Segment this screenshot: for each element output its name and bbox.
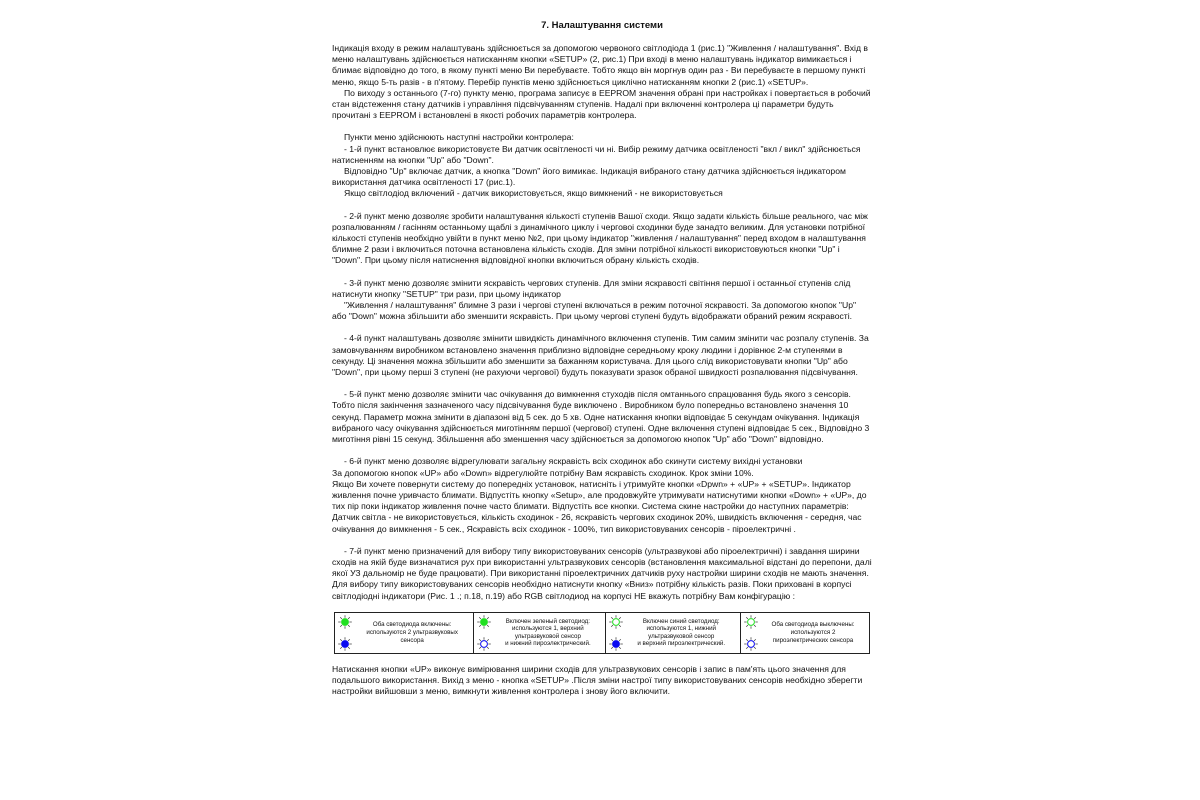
menu-item-5: - 5-й пункт меню дозволяє змінити час очікування до вимкнення стуходів після омтаннього спрацювання будь якого з сенсорів. Тобто після закінчення зазначеного часу підсвічування буде виключено . Виробником було попередньо встановлено значення 10 секунд. Параметр можна змінити в діапазоні від 5 сек. до 5 хв. Одне натискання кнопки відповідає 5 секундам очікування. Індикація вибраного часу очікування здійснюється миготінням першої (чергової) ступені. Одне включення ступені відповідає 5 сек., Відповідно 3 миготіння рівні 15 секунд. Збільшення або зменшення часу здійснюється за допомогою кнопок "Up" або "Down" відповідно.	[332, 389, 870, 445]
document-page	[332, 14, 872, 697]
led-table-description	[493, 618, 602, 648]
menu-item-3: - 3-й пункт меню дозволяє змінити яскравість чергових ступенів. Для зміни яскравості світіння першої і останньої ступенів слід натиснути кнопку "SETUP" три рази, при цьому індикатор	[332, 277, 851, 299]
blue-led-icon	[338, 637, 352, 651]
menu-item-6-brightness: За допомогою кнопок «UP» або «Down» відрегулюйте потрібну Вам яскравість сходинок. Крок зміни 10%.	[332, 467, 754, 478]
menu-item-1-detail: Відповідно "Up" включає датчик, а кнопка "Down" його вимикає. Індикація вибраного стану датчика здійснюється індикатором використання датчика освітленості 17 (рис.1).	[332, 166, 846, 188]
led-table-description	[760, 621, 866, 644]
led-table-cell	[606, 612, 741, 653]
menu-item-7: - 7-й пункт меню призначений для вибору типу використовуваних сенсорів (ультразвукові або піроелектричні) і завдання ширини сходів на якій буде визначатися рух при використанні ультразвукових сенсорів (встановлення максимальної відстані до перепони, далі якої УЗ дальномір не буде працювати). При використанні піроелектричних датчиків руху настройки ширини сходів не мають значення.	[332, 545, 872, 579]
led-description-line: используются 2	[790, 628, 836, 636]
led-description-line: используются 2 ультразвуковых	[366, 628, 458, 636]
led-table-cell	[474, 612, 606, 653]
menu-item-6-reset: Якщо Ви хочете повернути систему до попередніх установок, натисніть і утримуйте кнопки «Dpwn» + «UP» + «SETUP». Індикатор живлення почне уривчасто блимати. Відпустіть кнопку «Setup», але продовжуйте утримувати натиснутими кнопки «Down» + «UP», до тих пір поки індикатор живлення почне часто блимати. Відпустіть все кнопки. Система скине настройки до наступних параметрів: Датчик світла - не використовується, кількість сходинок - 26, яскравість чергових сходинок 20%, швидкість включення - середня, час очікування до вимкнення - 5 сек., Яскравість всіх сходинок - 100%, тип використовуваних сенсорів - піроелектричні .	[332, 478, 867, 534]
led-table-row	[335, 612, 870, 653]
section-title: 7. Налаштування системи	[541, 20, 663, 31]
intro-paragraph-2: По виходу з останнього (7-го) пункту меню, програма записує в EEPROM значення обрані при настройках і повертається в робочий стан відстеження стану датчиків і управління підсвічуванням ступенів. Надалі при включенні контролера ці параметри будуть прочитані з EEPROM і встановлені в якості робочих параметрів контролера.	[332, 87, 871, 121]
blue-led-icon	[609, 637, 623, 651]
led-description-line: используются 1, верхний	[512, 625, 584, 633]
green-led-icon	[744, 615, 758, 629]
menu-item-2: - 2-й пункт меню дозволяє зробити налаштування кількості ступенів Вашої сходи. Якщо задати кількість більше реального, час між розпалюванням / гасінням останньому щаблі з динамічного циклу і черговоі сходинки буде занадто великим. Для установки потрібної кількості ступенів необхідно увійти в пункт меню №2, при цьому індикатор "живлення / налаштування" перед входом в налаштування блимне 2 рази і включиться поточна встановлена кількість сходів. Для зміни потрібної кількості використовуються кнопки "Up" і "Down". При цьому після натиснення відповідної кнопки включиться обрану кількість сходів.	[332, 210, 868, 266]
menu-item-1-led: Якщо світлодіод включений - датчик використовується, якщо вимкнений - не використовується	[344, 188, 723, 199]
menu-item-7-selection: Для вибору типу використовуваних сенсорів необхідно натиснути кнопку «Вниз» потрібну кількість разів. Поки приховані в корпусі світлодіодні індикатори (Рис. 1 .; п.18, п.19) або RGB світлодиод на корпусі НЕ вкажуть потрібну Вам конфігурацію :	[332, 579, 852, 601]
blue-led-icon	[477, 637, 491, 651]
green-led-icon	[477, 615, 491, 629]
menu-intro: Пункти меню здійснюють наступні настройки контролера:	[344, 132, 574, 143]
green-led-icon	[609, 615, 623, 629]
led-description-line: Оба светодиода выключены:	[771, 621, 855, 629]
led-description-line: Оба светодиода включены:	[372, 621, 452, 629]
led-description-line: и нижний пироэлектрический.	[505, 640, 591, 648]
menu-item-3-detail: "Живлення / налаштування" блимне 3 рази і чергові ступені включаться в режим поточної яскравості. За допомогою кнопок "Up" або "Down" можна збільшити або зменшити яскравість. При цьому чергові ступені будуть відображати обраний режим яскравості.	[332, 300, 857, 322]
led-table-description	[354, 621, 470, 644]
led-table-description	[625, 618, 737, 648]
led-description-line: ультразвуковой сенсор	[648, 632, 715, 640]
green-led-icon	[338, 615, 352, 629]
menu-item-4: - 4-й пункт налаштувань дозволяє змінити швидкість динамічного включення ступенів. Тим самим змінити час розпалу ступенів. За замовчуванням виробником встановлено значення приблизно відповідне середньому кроку людини і дорівнює 2-м ступенями в секунду. Ці значення можна збільшити або зменшити за бажанням користувача. Для цього слід використовувати кнопки "Up" або "Down", при цьому перші 3 ступені (не рахуючи чергової) будуть показувати зразок обраної швидкості розпалювання підсвічування.	[332, 333, 869, 378]
intro-paragraph-1: Індикація входу в режим налаштувань здійснюється за допомогою червоного світлодіода 1 (рис.1) "Живлення / налаштування". Вхід в меню налаштувань здійснюється натисканням кнопки «SETUP» (2, рис.1) При вході в меню налаштувань індикатор вимикається і блимає відповідно до того, в якому пункті меню Ви перебуваєте. Тобто якщо він моргнув один раз - Ви перебуваєте в першому пункті меню, якщо 5-ть разів - в п'ятому. Перебір пунктів меню здійснюється циклічно натисканням кнопки 2 (рис.1) «SETUP».	[332, 43, 868, 87]
led-description-line: Включен синий светодиод:	[642, 617, 720, 625]
menu-item-6: - 6-й пункт меню дозволяє відрегулювати загальну яскравість всіх сходинок або скинути систему вихідні установки	[344, 456, 803, 467]
led-description-line: используются 1, нижний	[646, 625, 716, 633]
led-description-line: ультразвуковой сенсор	[514, 632, 581, 640]
menu-item-1: - 1-й пункт встановлює використовуєте Ви датчик освітленості чи ні. Вибір режиму датчика освітленості "вкл / викл" здійснюється натисненням на кнопки "Up" або "Down".	[332, 143, 861, 165]
led-table-cell	[741, 612, 870, 653]
led-description-line: сенсора	[400, 636, 424, 644]
led-table-cell	[335, 612, 474, 653]
led-description-line: и верхний пироэлектрический.	[637, 640, 726, 648]
led-description-line: пироэлектрических сенсора	[772, 636, 854, 644]
blue-led-icon	[744, 637, 758, 651]
closing-paragraph: Натискання кнопки «UP» виконує вимірювання ширини сходів для ультразвукових сенсорів і запис в пам'ять цього значення для подальшого використання. Вихід з меню - кнопка «SETUP» .Після зміни настрої типу використовуваних сенсорів необхідно зберегти настройки вийшовши з меню, вимкнути живлення контролера і знову його включити.	[332, 663, 863, 697]
led-configuration-table	[334, 612, 870, 654]
led-description-line: Включен зеленый светодиод:	[505, 617, 590, 625]
